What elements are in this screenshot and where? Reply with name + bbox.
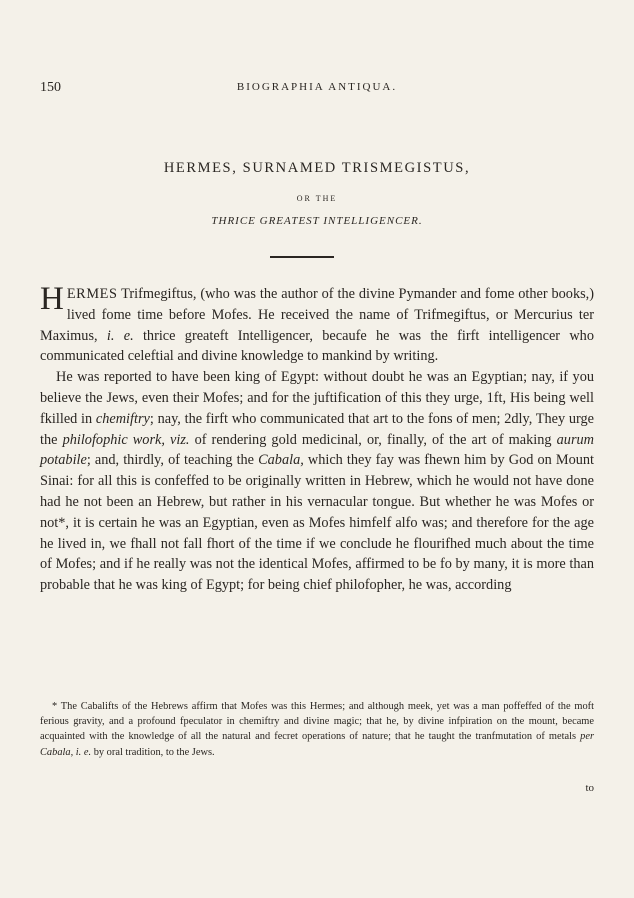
first-word: ERMES <box>66 286 118 302</box>
text-run: ; nay, the firft who communicated that art to the fons of men; 2dly, They urge the <box>40 410 594 448</box>
italic-run: chemiftry <box>95 410 150 427</box>
catchword: to <box>585 782 594 794</box>
text-run: * The Cabalifts of the Hebrews affirm that Mofes was this Hermes; and although meek, yet was a man poffeffed of the moft ferious gravity, and a profound fpeculator in chemiftry and divine magic; that he, by divine infpiration on the mount, became acquainted with the knowledge of all the natural and fecret operations of nature; that he taught the tranfmutation of metals <box>40 701 594 743</box>
text-run: thrice greateft Intelligencer, becaufe he was the firft intelligencer who communicated celeftial and divine knowledge to mankind by writing. <box>40 327 594 365</box>
title-connector: OR THE <box>296 194 338 203</box>
footnote <box>40 699 594 760</box>
article-title: HERMES, SURNAMED TRISMEGISTUS, <box>163 160 471 176</box>
title-rule <box>270 256 334 258</box>
text-run: which they fay was fhewn him by God on Mount Sinai: for all this is confeffed to be originally written in Hebrew, which he would not have done had he not been an Hebrew, but rather in his vernacular tongue. But whether he was Mofes or not*, it is certain he was an Egyptian, even as Mofes himfelf alfo was; and therefore for the age he lived in, we fhall not fall fhort of the time if we conclude he flourifhed much about the time of Mofes; and if he really was not the identical Mofes, affirmed to be fo by many, it is more than probable that he was king of Egypt; for being chief philofopher, he was, according <box>40 452 594 594</box>
page-number: 150 <box>40 80 61 95</box>
paragraph-1 <box>40 281 594 367</box>
paragraph-2 <box>40 367 594 596</box>
running-title: BIOGRAPHIA ANTIQUA. <box>236 81 398 93</box>
text-run: of rendering gold medicinal, or, finally, of the art of making <box>189 431 557 448</box>
text-run: He was reported to have been king of Egypt: without doubt he was an Egyptian; nay, if you believe the Jews, even their Mofes; and for the juftification of this they urge, 1ft, His being well fkilled in <box>40 369 594 427</box>
article-subtitle: THRICE GREATEST INTELLIGENCER. <box>211 215 423 227</box>
text-run: Trifmegiftus, (who was the author of the divine Pymander and fome other books,) lived fome time before Mofes. He received the name of Trifmegiftus, or Mercurius ter Maximus, <box>40 286 594 344</box>
italic-run: per Cabala, i. e. <box>40 731 594 758</box>
italic-run: i. e. <box>106 327 134 344</box>
drop-cap: H <box>40 281 64 317</box>
italic-run: philofophic work, viz. <box>62 431 190 448</box>
italic-run: aurum potabile <box>40 431 594 469</box>
text-run: ; and, thirdly, of teaching the <box>86 452 259 469</box>
text-run: by oral tradition, to the Jews. <box>91 746 215 758</box>
running-head <box>40 80 594 98</box>
body-text <box>40 281 594 596</box>
italic-run: Cabala, <box>258 452 304 469</box>
